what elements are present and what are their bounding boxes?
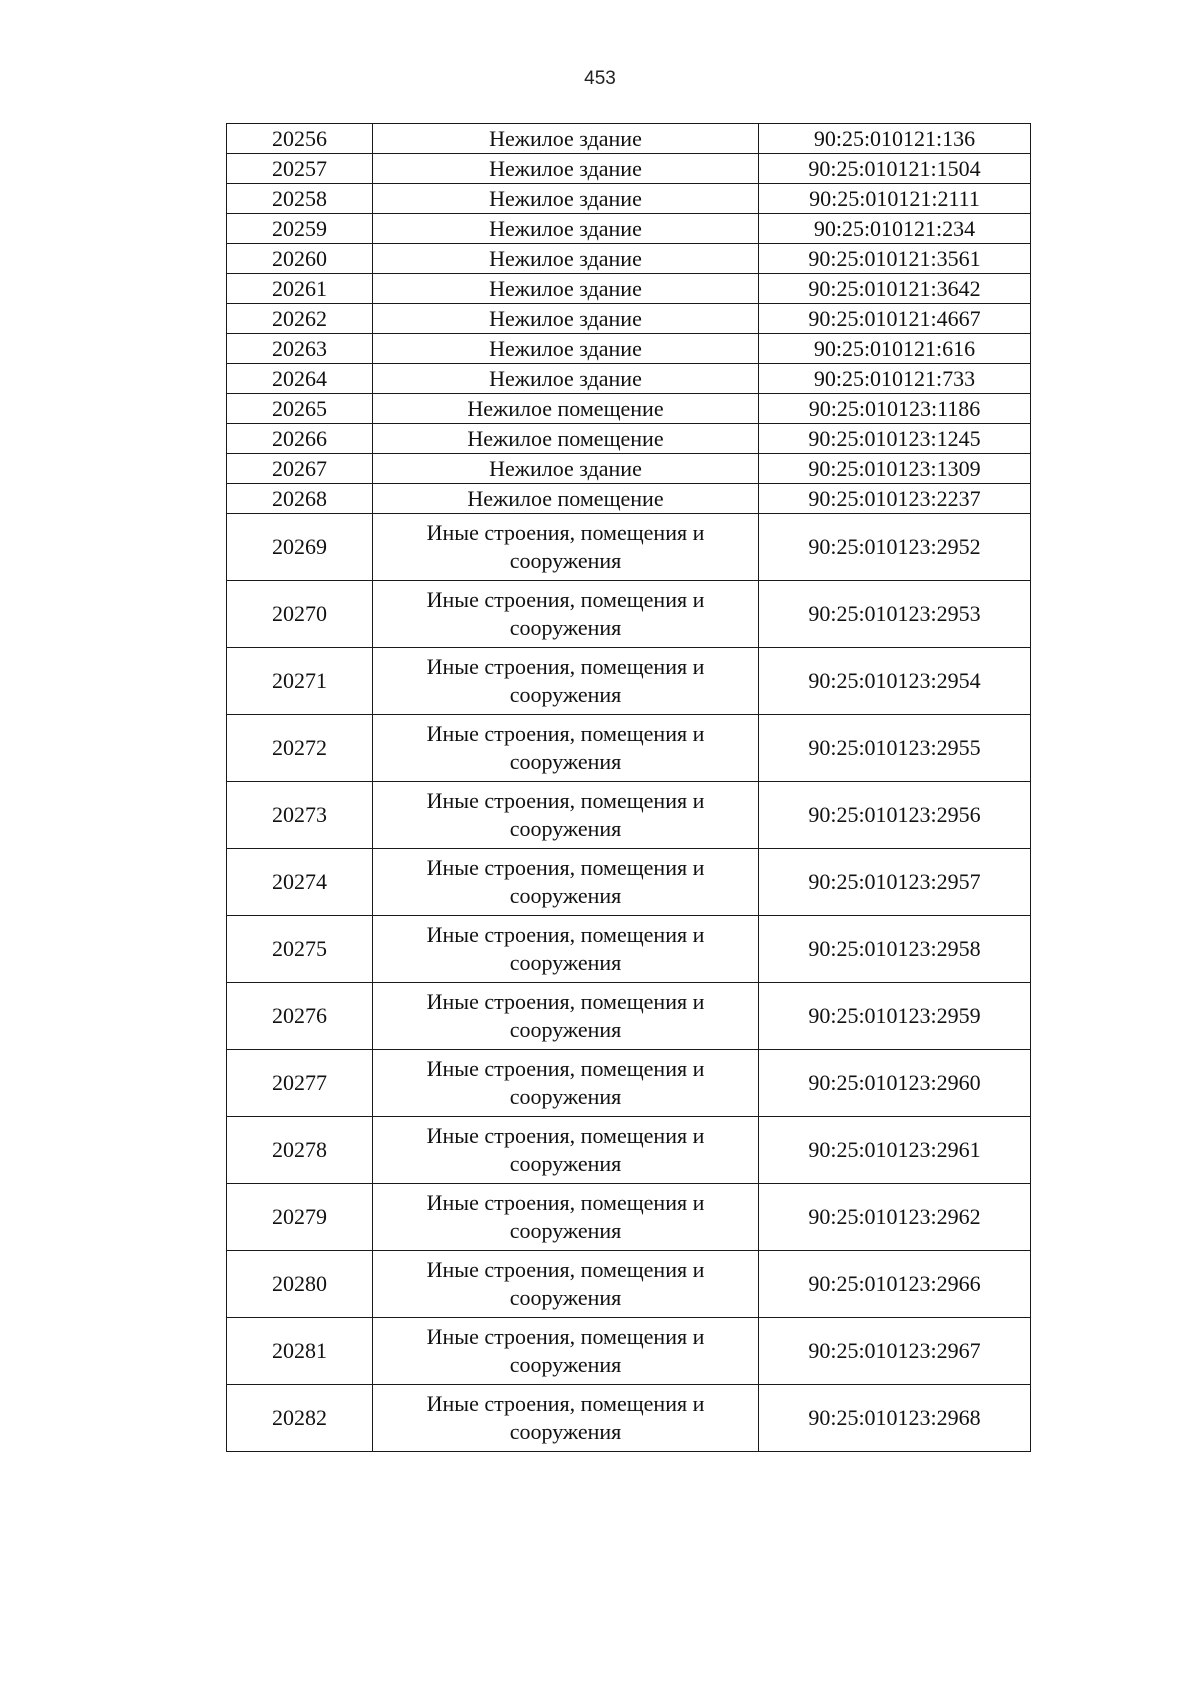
table-row bbox=[227, 581, 1031, 648]
row-number-cell: 20269 bbox=[227, 514, 373, 581]
object-type-cell: Нежилое здание bbox=[373, 154, 759, 184]
row-number-cell: 20262 bbox=[227, 304, 373, 334]
row-number-cell: 20272 bbox=[227, 715, 373, 782]
row-number-cell: 20257 bbox=[227, 154, 373, 184]
row-number-cell: 20282 bbox=[227, 1385, 373, 1452]
cadastral-number-cell: 90:25:010123:2962 bbox=[759, 1184, 1031, 1251]
object-type-cell: Нежилое здание bbox=[373, 274, 759, 304]
table-row bbox=[227, 184, 1031, 214]
cadastral-number-cell: 90:25:010123:1309 bbox=[759, 454, 1031, 484]
row-number-cell: 20276 bbox=[227, 983, 373, 1050]
cadastral-number-cell: 90:25:010121:3561 bbox=[759, 244, 1031, 274]
cadastral-number-cell: 90:25:010123:2966 bbox=[759, 1251, 1031, 1318]
cadastral-number-cell: 90:25:010121:4667 bbox=[759, 304, 1031, 334]
table-row bbox=[227, 1318, 1031, 1385]
object-type-cell: Иные строения, помещения и сооружения bbox=[373, 581, 759, 648]
cadastral-number-cell: 90:25:010123:2237 bbox=[759, 484, 1031, 514]
page-number: 453 bbox=[584, 68, 616, 89]
cadastral-number-cell: 90:25:010123:1245 bbox=[759, 424, 1031, 454]
object-type-cell: Иные строения, помещения и сооружения bbox=[373, 983, 759, 1050]
cadastral-number-cell: 90:25:010121:3642 bbox=[759, 274, 1031, 304]
cadastral-number-cell: 90:25:010123:2961 bbox=[759, 1117, 1031, 1184]
row-number-cell: 20280 bbox=[227, 1251, 373, 1318]
object-type-cell: Иные строения, помещения и сооружения bbox=[373, 1117, 759, 1184]
object-type-cell: Иные строения, помещения и сооружения bbox=[373, 849, 759, 916]
table-row bbox=[227, 424, 1031, 454]
row-number-cell: 20274 bbox=[227, 849, 373, 916]
table-row bbox=[227, 916, 1031, 983]
cadastral-number-cell: 90:25:010121:616 bbox=[759, 334, 1031, 364]
row-number-cell: 20278 bbox=[227, 1117, 373, 1184]
object-type-cell: Иные строения, помещения и сооружения bbox=[373, 1184, 759, 1251]
object-type-cell: Нежилое здание bbox=[373, 184, 759, 214]
table-row bbox=[227, 715, 1031, 782]
cadastral-number-cell: 90:25:010123:2957 bbox=[759, 849, 1031, 916]
row-number-cell: 20279 bbox=[227, 1184, 373, 1251]
row-number-cell: 20271 bbox=[227, 648, 373, 715]
row-number-cell: 20264 bbox=[227, 364, 373, 394]
table-row bbox=[227, 648, 1031, 715]
row-number-cell: 20266 bbox=[227, 424, 373, 454]
cadastral-number-cell: 90:25:010123:2960 bbox=[759, 1050, 1031, 1117]
row-number-cell: 20263 bbox=[227, 334, 373, 364]
row-number-cell: 20256 bbox=[227, 124, 373, 154]
table-row bbox=[227, 214, 1031, 244]
table-row bbox=[227, 394, 1031, 424]
object-type-cell: Нежилое здание bbox=[373, 334, 759, 364]
cadastral-number-cell: 90:25:010121:1504 bbox=[759, 154, 1031, 184]
table-row bbox=[227, 274, 1031, 304]
row-number-cell: 20268 bbox=[227, 484, 373, 514]
table-row bbox=[227, 484, 1031, 514]
cadastral-number-cell: 90:25:010123:2956 bbox=[759, 782, 1031, 849]
property-registry-table bbox=[226, 123, 1031, 1452]
object-type-cell: Иные строения, помещения и сооружения bbox=[373, 514, 759, 581]
table-row bbox=[227, 1385, 1031, 1452]
table-row bbox=[227, 1184, 1031, 1251]
cadastral-number-cell: 90:25:010123:2955 bbox=[759, 715, 1031, 782]
row-number-cell: 20277 bbox=[227, 1050, 373, 1117]
table-row bbox=[227, 782, 1031, 849]
cadastral-number-cell: 90:25:010123:2952 bbox=[759, 514, 1031, 581]
object-type-cell: Иные строения, помещения и сооружения bbox=[373, 648, 759, 715]
row-number-cell: 20281 bbox=[227, 1318, 373, 1385]
object-type-cell: Нежилое здание bbox=[373, 304, 759, 334]
object-type-cell: Нежилое помещение bbox=[373, 394, 759, 424]
cadastral-number-cell: 90:25:010123:2959 bbox=[759, 983, 1031, 1050]
object-type-cell: Нежилое помещение bbox=[373, 424, 759, 454]
object-type-cell: Нежилое здание bbox=[373, 454, 759, 484]
object-type-cell: Иные строения, помещения и сооружения bbox=[373, 1251, 759, 1318]
object-type-cell: Нежилое здание bbox=[373, 364, 759, 394]
registry-table-body bbox=[227, 124, 1031, 1452]
object-type-cell: Нежилое здание bbox=[373, 124, 759, 154]
object-type-cell: Нежилое здание bbox=[373, 244, 759, 274]
cadastral-number-cell: 90:25:010121:733 bbox=[759, 364, 1031, 394]
object-type-cell: Иные строения, помещения и сооружения bbox=[373, 1318, 759, 1385]
cadastral-number-cell: 90:25:010121:2111 bbox=[759, 184, 1031, 214]
cadastral-number-cell: 90:25:010123:1186 bbox=[759, 394, 1031, 424]
table-row bbox=[227, 334, 1031, 364]
table-row bbox=[227, 1050, 1031, 1117]
object-type-cell: Нежилое помещение bbox=[373, 484, 759, 514]
object-type-cell: Нежилое здание bbox=[373, 214, 759, 244]
table-row bbox=[227, 1117, 1031, 1184]
object-type-cell: Иные строения, помещения и сооружения bbox=[373, 782, 759, 849]
cadastral-number-cell: 90:25:010123:2958 bbox=[759, 916, 1031, 983]
cadastral-number-cell: 90:25:010121:234 bbox=[759, 214, 1031, 244]
cadastral-number-cell: 90:25:010123:2967 bbox=[759, 1318, 1031, 1385]
row-number-cell: 20261 bbox=[227, 274, 373, 304]
row-number-cell: 20265 bbox=[227, 394, 373, 424]
object-type-cell: Иные строения, помещения и сооружения bbox=[373, 916, 759, 983]
row-number-cell: 20267 bbox=[227, 454, 373, 484]
row-number-cell: 20270 bbox=[227, 581, 373, 648]
table-row bbox=[227, 849, 1031, 916]
row-number-cell: 20258 bbox=[227, 184, 373, 214]
table-row bbox=[227, 1251, 1031, 1318]
table-row bbox=[227, 514, 1031, 581]
table-row bbox=[227, 244, 1031, 274]
cadastral-number-cell: 90:25:010121:136 bbox=[759, 124, 1031, 154]
table-row bbox=[227, 364, 1031, 394]
object-type-cell: Иные строения, помещения и сооружения bbox=[373, 715, 759, 782]
row-number-cell: 20260 bbox=[227, 244, 373, 274]
object-type-cell: Иные строения, помещения и сооружения bbox=[373, 1385, 759, 1452]
cadastral-number-cell: 90:25:010123:2953 bbox=[759, 581, 1031, 648]
row-number-cell: 20259 bbox=[227, 214, 373, 244]
row-number-cell: 20275 bbox=[227, 916, 373, 983]
table-row bbox=[227, 124, 1031, 154]
object-type-cell: Иные строения, помещения и сооружения bbox=[373, 1050, 759, 1117]
cadastral-number-cell: 90:25:010123:2954 bbox=[759, 648, 1031, 715]
table-row bbox=[227, 154, 1031, 184]
row-number-cell: 20273 bbox=[227, 782, 373, 849]
cadastral-number-cell: 90:25:010123:2968 bbox=[759, 1385, 1031, 1452]
table-row bbox=[227, 983, 1031, 1050]
table-row bbox=[227, 454, 1031, 484]
table-row bbox=[227, 304, 1031, 334]
